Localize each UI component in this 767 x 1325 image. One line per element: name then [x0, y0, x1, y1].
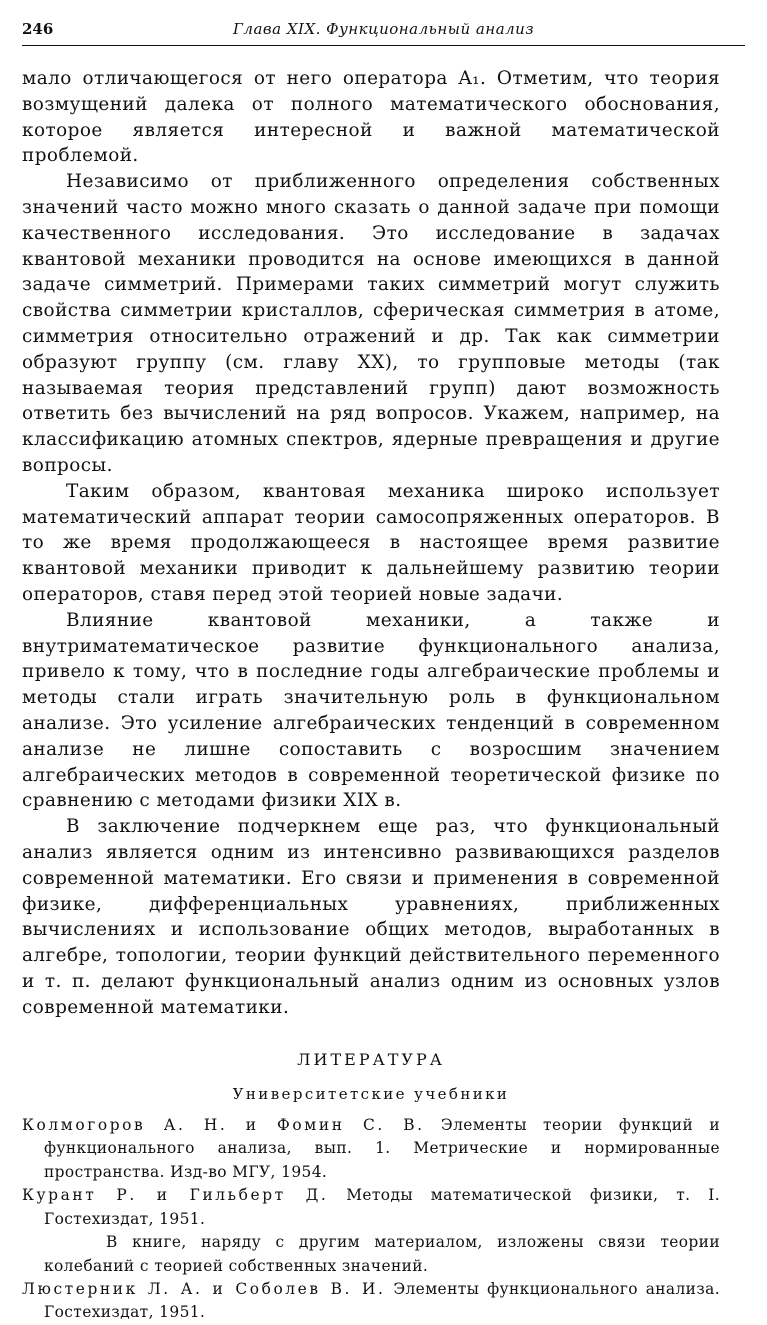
reference-note: В книге, наряду с другим материалом, изложены связи теории колебаний с теорией собственных значений. [44, 1233, 720, 1275]
paragraph-4: Влияние квантовой механики, а также и внутриматематическое развитие функционального анализа, привело к тому, что в последние годы алгебраические проблемы и методы стали играть значительную роль в функциональном анализе. Это усиление алгебраических тенденций в современном анализе не лишне сопоставить с возросшим значением алгебраических методов в современной теоретической физике по сравнению с методами физики XIX в. [22, 609, 720, 812]
reference-text: Элементы теории функций и функционального анализа, вып. 1. Метрические и нормированные пространства. Изд-во МГУ, 1954. [44, 1116, 720, 1181]
reference-list [22, 1114, 720, 1325]
literature-subheading: Университетские учебники [232, 1085, 510, 1104]
literature-heading: ЛИТЕРАТУРА [297, 1050, 445, 1070]
header-rule [22, 45, 745, 46]
reference-authors: Колмогоров А. Н. и Фомин С. В. [22, 1116, 425, 1135]
reference-text: Элементы функционального анализа. Гостехиздат, 1951. [44, 1279, 721, 1322]
paragraph-1: мало отличающегося от него оператора A₁. Отметим, что теория возмущений далека от полного математического обоснования, которое является интересной и важной математической проблемой. [22, 68, 720, 167]
reference-authors: Люстерник Л. А. и Соболев В. И. [22, 1279, 386, 1298]
reference-item [22, 1278, 720, 1325]
paragraph-3: Таким образом, квантовая механика широко использует математический аппарат теории самосопряженных операторов. В то же время продолжающееся в настоящее время развитие квантовой механики приводит к дальнейшему развитию теории операторов, ставя перед этой теорией новые задачи. [22, 480, 720, 605]
paragraph-2: Независимо от приближенного определения собственных значений часто можно много сказать о данной задаче при помощи качественного исследования. Это исследование в задачах квантовой механики проводится на основе имеющихся в данной задаче симметрий. Примерами таких симметрий могут служить свойства симметрии кристаллов, сферическая симметрия в атоме, симметрия относительно отражений и др. Так как симметрии образуют группу (см. главу XX), то групповые методы (так называемая теория представлений групп) дают возможность ответить без вычислений на ряд вопросов. Укажем, например, на классификацию атомных спектров, ядерные превращения и другие вопросы. [22, 171, 720, 476]
reference-item [22, 1114, 720, 1184]
reference-authors: Курант Р. и Гильберт Д. [22, 1186, 329, 1205]
page-number: 246 [22, 20, 54, 38]
page-header [22, 20, 745, 42]
reference-text: Методы математической физики, т. I. Гостехиздат, 1951. [44, 1186, 720, 1228]
running-title: Глава XIX. Функциональный анализ [232, 20, 535, 38]
page-body [22, 66, 720, 1325]
reference-item [22, 1184, 720, 1231]
paragraph-5: В заключение подчеркнем еще раз, что функциональный анализ является одним из интенсивно развивающихся разделов современной математики. Его связи и применения в современной физике, дифференциальных уравнениях, приближенных вычислениях и использование общих методов, выработанных в алгебре, топологии, теории функций действительного переменного и т. п. делают функциональный анализ одним из основных узлов современной математики. [22, 816, 720, 1018]
